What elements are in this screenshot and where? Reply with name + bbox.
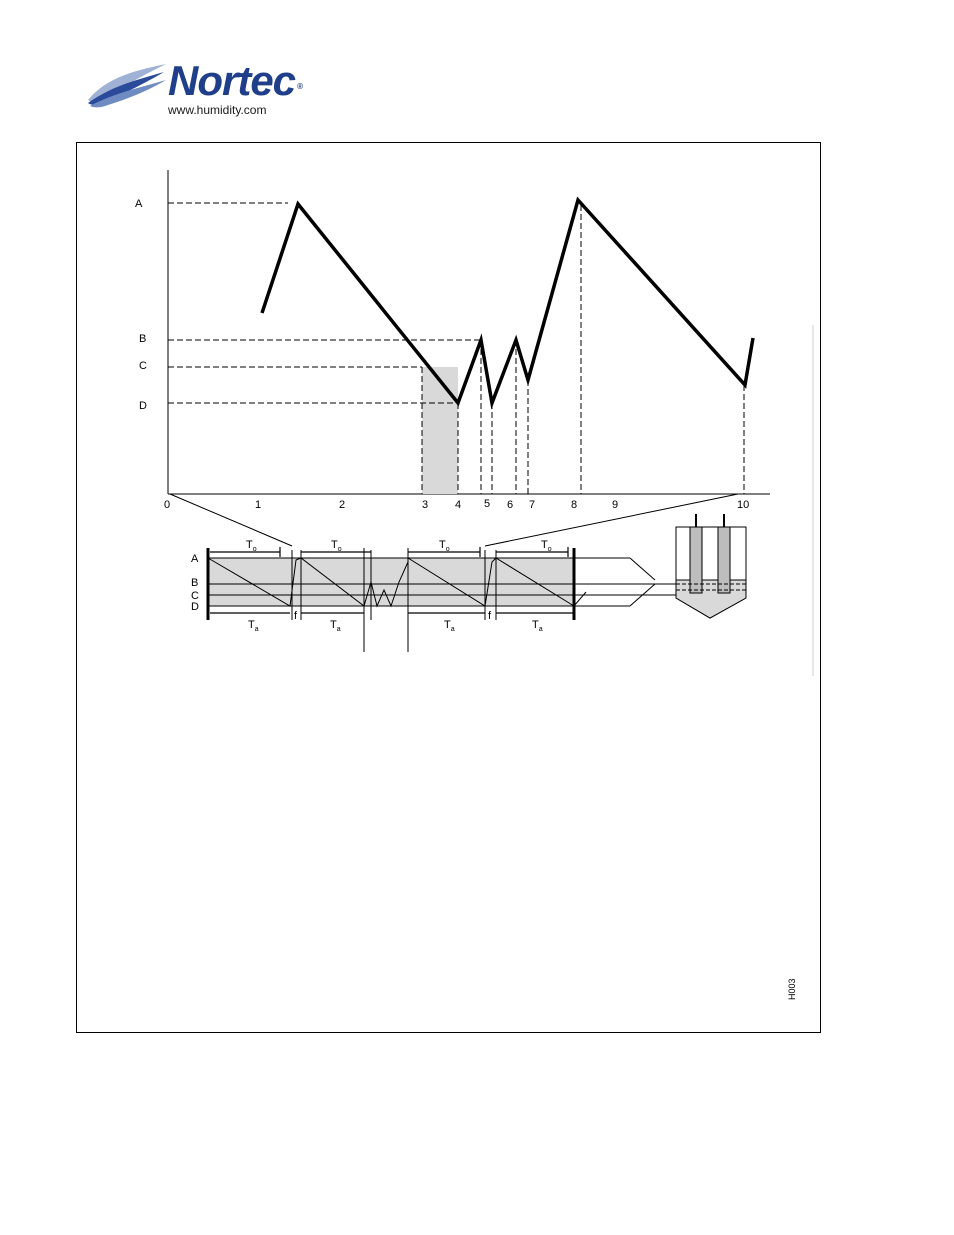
x-tick: 7 bbox=[529, 499, 536, 511]
svg-text:Ta: $T_a$ bbox=[330, 619, 341, 633]
x-tick: 8 bbox=[571, 499, 578, 511]
x-tick: 9 bbox=[612, 499, 619, 511]
detail-label-b: B bbox=[191, 577, 199, 589]
x-tick: 0 bbox=[164, 499, 171, 511]
svg-text:Ta: $T_a$ bbox=[532, 619, 543, 633]
zoom-line-left bbox=[170, 494, 292, 546]
drain-mark: f bbox=[488, 610, 492, 622]
registered-mark: ® bbox=[297, 82, 302, 91]
x-tick: 10 bbox=[737, 499, 750, 511]
svg-text:Ta: $T_a$ bbox=[444, 619, 455, 633]
svg-text:To: $T_o$ bbox=[246, 539, 257, 553]
x-tick: 5 bbox=[484, 498, 491, 510]
shaded-region bbox=[422, 367, 458, 494]
steam-cylinder-icon bbox=[676, 514, 746, 618]
website-link[interactable]: www.humidity.com bbox=[168, 103, 267, 117]
level-label-b: B bbox=[139, 333, 147, 345]
svg-text:Ta: $T_a$ bbox=[248, 619, 259, 633]
level-label-a: A bbox=[135, 198, 143, 210]
x-tick: 6 bbox=[507, 499, 514, 511]
level-label-c: C bbox=[139, 360, 147, 372]
svg-text:To: $T_o$ bbox=[439, 539, 450, 553]
x-tick: 2 bbox=[339, 499, 346, 511]
detail-label-c: C bbox=[191, 590, 199, 602]
detail-band bbox=[208, 558, 574, 606]
svg-text:To: $T_o$ bbox=[541, 539, 552, 553]
water-level-trace bbox=[262, 200, 753, 403]
t-upper-arrows bbox=[210, 547, 568, 557]
detail-label-a: A bbox=[191, 553, 199, 565]
x-tick: 4 bbox=[455, 499, 462, 511]
x-tick: 1 bbox=[255, 499, 262, 511]
figure-code: H003 bbox=[787, 978, 797, 1000]
t-lower-labels bbox=[248, 619, 543, 633]
brand-name: Nortec ® bbox=[168, 57, 302, 104]
x-tick: 3 bbox=[422, 499, 429, 511]
drain-mark: f bbox=[294, 610, 298, 622]
level-label-d: D bbox=[139, 400, 147, 412]
svg-text:To: $T_o$ bbox=[331, 539, 342, 553]
detail-label-d: D bbox=[191, 601, 199, 613]
